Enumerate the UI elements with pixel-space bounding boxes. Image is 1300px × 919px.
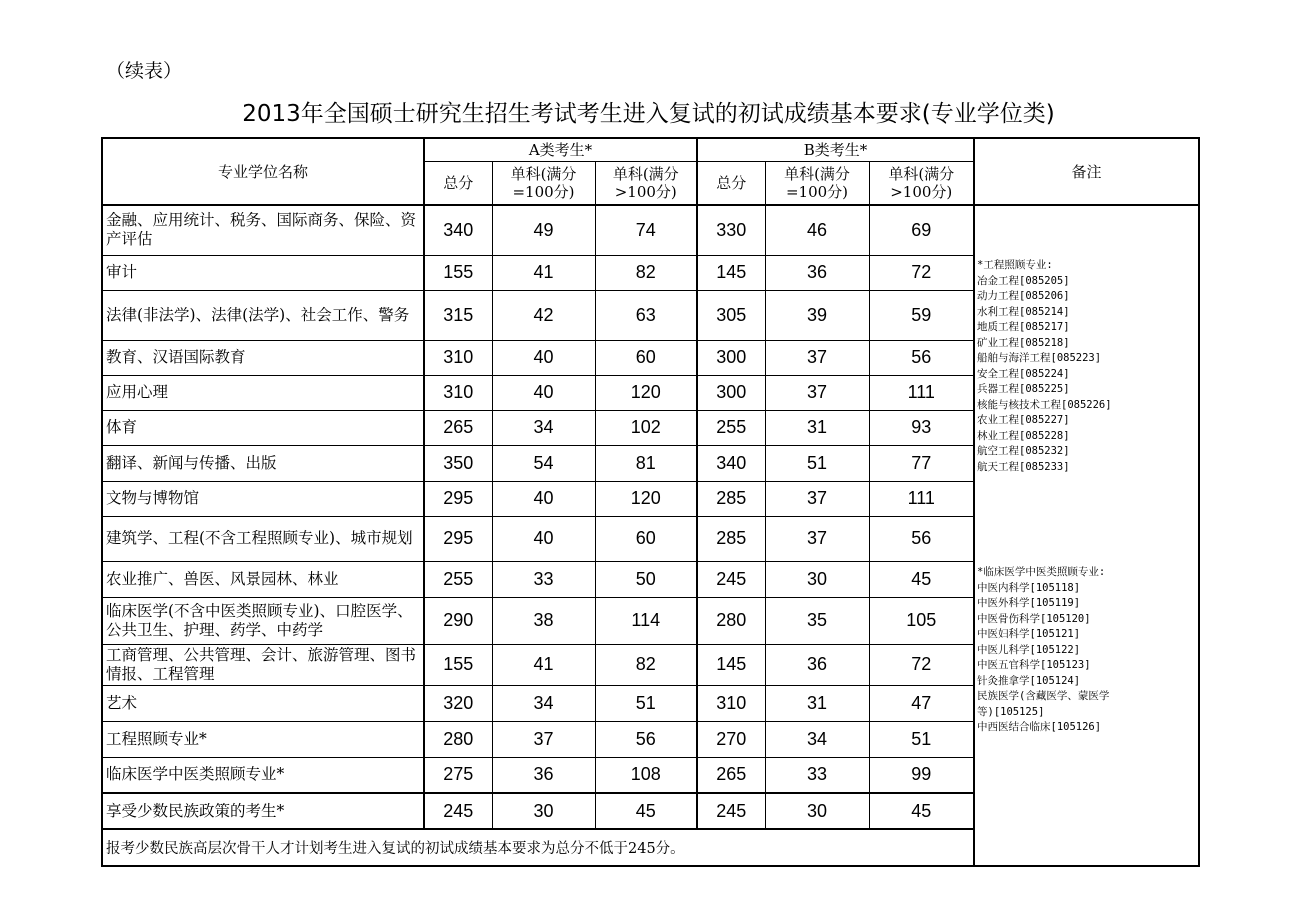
- score-a-single-100: 34: [492, 685, 595, 721]
- tcm-notes-item: 中医内科学[105118]: [977, 581, 1081, 594]
- remarks-cell: [974, 205, 1199, 866]
- score-a-total: 245: [424, 793, 492, 829]
- score-a-total: 280: [424, 721, 492, 757]
- score-a-single-100: 41: [492, 255, 595, 290]
- degree-name-cell: 应用心理: [102, 375, 424, 410]
- degree-name-cell: 金融、应用统计、税务、国际商务、保险、资产评估: [102, 205, 424, 255]
- degree-name-cell: 临床医学(不含中医类照顾专业)、口腔医学、公共卫生、护理、药学、中药学: [102, 597, 424, 644]
- score-b-single-100: 37: [765, 375, 869, 410]
- table-row: [102, 205, 1199, 255]
- score-b-single-over100: 45: [869, 793, 974, 829]
- degree-name-cell: 审计: [102, 255, 424, 290]
- score-b-single-over100: 69: [869, 205, 974, 255]
- score-b-single-over100: 45: [869, 561, 974, 597]
- score-b-total: 270: [697, 721, 765, 757]
- score-a-single-100: 40: [492, 340, 595, 375]
- score-b-single-100: 36: [765, 644, 869, 685]
- engineering-notes-item: 冶金工程[085205]: [977, 274, 1070, 287]
- score-b-single-100: 31: [765, 685, 869, 721]
- engineering-notes-item: 林业工程[085228]: [977, 429, 1070, 442]
- score-a-total: 320: [424, 685, 492, 721]
- score-a-total: 275: [424, 757, 492, 793]
- header-group-b: B类考生*: [697, 138, 974, 161]
- score-b-total: 330: [697, 205, 765, 255]
- score-b-single-100: 30: [765, 793, 869, 829]
- score-a-total: 255: [424, 561, 492, 597]
- score-b-single-100: 39: [765, 290, 869, 340]
- score-a-total: 295: [424, 481, 492, 516]
- score-b-single-over100: 72: [869, 644, 974, 685]
- score-b-total: 245: [697, 793, 765, 829]
- score-a-total: 155: [424, 644, 492, 685]
- score-b-total: 305: [697, 290, 765, 340]
- tcm-notes-item: 中西医结合临床[105126]: [977, 721, 1102, 733]
- degree-name-cell: 享受少数民族政策的考生*: [102, 793, 424, 829]
- score-a-single-over100: 108: [595, 757, 697, 793]
- score-b-single-over100: 99: [869, 757, 974, 793]
- score-a-single-over100: 120: [595, 481, 697, 516]
- score-b-total: 255: [697, 410, 765, 445]
- score-b-single-100: 31: [765, 410, 869, 445]
- score-b-single-over100: 105: [869, 597, 974, 644]
- score-a-single-100: 34: [492, 410, 595, 445]
- degree-name-cell: 艺术: [102, 685, 424, 721]
- tcm-notes-item: 中医外科学[105119]: [977, 597, 1081, 609]
- header-group-a: A类考生*: [424, 138, 697, 161]
- score-b-single-over100: 77: [869, 445, 974, 481]
- score-a-total: 310: [424, 375, 492, 410]
- header-b-single-over100: 单科(满分>100分): [869, 161, 974, 205]
- score-a-single-100: 30: [492, 793, 595, 829]
- engineering-notes-item: 动力工程[085206]: [977, 290, 1070, 302]
- degree-name-cell: 临床医学中医类照顾专业*: [102, 757, 424, 793]
- engineering-notes-item: 水利工程[085214]: [977, 305, 1070, 318]
- score-b-single-over100: 111: [869, 481, 974, 516]
- tcm-notes-item: 等)[105125]: [977, 705, 1045, 718]
- engineering-notes-item: 矿业工程[085218]: [977, 336, 1070, 349]
- score-a-total: 350: [424, 445, 492, 481]
- header-a-total: 总分: [424, 161, 492, 205]
- engineering-notes-item: 兵器工程[085225]: [977, 383, 1070, 395]
- page-title: 2013年全国硕士研究生招生考试考生进入复试的初试成绩基本要求(专业学位类): [242, 101, 1055, 127]
- engineering-notes-item: 地质工程[085217]: [977, 321, 1070, 333]
- score-a-single-over100: 82: [595, 255, 697, 290]
- score-a-single-100: 40: [492, 481, 595, 516]
- score-b-single-over100: 59: [869, 290, 974, 340]
- score-b-single-100: 37: [765, 516, 869, 561]
- header-b-single-100: 单科(满分=100分): [765, 161, 869, 205]
- degree-name-cell: 工程照顾专业*: [102, 721, 424, 757]
- degree-name-cell: 翻译、新闻与传播、出版: [102, 445, 424, 481]
- degree-name-cell: 农业推广、兽医、风景园林、林业: [102, 561, 424, 597]
- score-b-single-100: 46: [765, 205, 869, 255]
- score-b-total: 310: [697, 685, 765, 721]
- score-a-single-over100: 50: [595, 561, 697, 597]
- score-b-single-100: 37: [765, 340, 869, 375]
- degree-name-cell: 建筑学、工程(不含工程照顾专业)、城市规划: [102, 516, 424, 561]
- score-a-total: 315: [424, 290, 492, 340]
- engineering-notes-item: 农业工程[085227]: [977, 414, 1070, 426]
- header-a-single-100: 单科(满分=100分): [492, 161, 595, 205]
- score-a-total: 265: [424, 410, 492, 445]
- score-b-single-over100: 56: [869, 340, 974, 375]
- score-a-single-100: 33: [492, 561, 595, 597]
- score-a-single-100: 37: [492, 721, 595, 757]
- score-a-single-100: 40: [492, 516, 595, 561]
- score-b-single-100: 33: [765, 757, 869, 793]
- engineering-notes-item: 安全工程[085224]: [977, 367, 1070, 380]
- engineering-notes-item: 船舶与海洋工程[085223]: [977, 352, 1102, 364]
- score-a-single-100: 38: [492, 597, 595, 644]
- score-a-single-over100: 82: [595, 644, 697, 685]
- tcm-notes-title: *临床医学中医类照顾专业:: [977, 566, 1106, 578]
- score-b-total: 245: [697, 561, 765, 597]
- engineering-notes-item: 核能与核技术工程[085226]: [977, 398, 1112, 411]
- score-b-single-100: 30: [765, 561, 869, 597]
- tcm-notes-item: 针灸推拿学[105124]: [977, 674, 1081, 687]
- score-b-single-over100: 111: [869, 375, 974, 410]
- engineering-notes-title: *工程照顾专业:: [977, 259, 1053, 271]
- degree-name-cell: 文物与博物馆: [102, 481, 424, 516]
- score-b-total: 280: [697, 597, 765, 644]
- score-b-single-over100: 47: [869, 685, 974, 721]
- header-a-single-over100: 单科(满分>100分): [595, 161, 697, 205]
- continued-label: （续表）: [106, 60, 183, 82]
- degree-name-cell: 工商管理、公共管理、会计、旅游管理、图书情报、工程管理: [102, 644, 424, 685]
- score-b-single-100: 37: [765, 481, 869, 516]
- score-a-single-over100: 102: [595, 410, 697, 445]
- footnote: 报考少数民族高层次骨干人才计划考生进入复试的初试成绩基本要求为总分不低于245分。: [102, 829, 974, 866]
- score-b-single-over100: 72: [869, 255, 974, 290]
- score-a-total: 340: [424, 205, 492, 255]
- tcm-notes-item: 民族医学(含藏医学、蒙医学: [977, 690, 1110, 702]
- score-a-total: 290: [424, 597, 492, 644]
- score-a-single-over100: 60: [595, 516, 697, 561]
- score-a-single-over100: 56: [595, 721, 697, 757]
- score-a-single-100: 40: [492, 375, 595, 410]
- score-a-total: 310: [424, 340, 492, 375]
- score-table: [101, 137, 1200, 867]
- score-b-total: 145: [697, 255, 765, 290]
- degree-name-cell: 体育: [102, 410, 424, 445]
- score-b-single-over100: 93: [869, 410, 974, 445]
- tcm-notes-item: 中医儿科学[105122]: [977, 643, 1081, 656]
- degree-name-cell: 教育、汉语国际教育: [102, 340, 424, 375]
- tcm-notes-item: 中医五官科学[105123]: [977, 659, 1091, 671]
- score-b-total: 300: [697, 340, 765, 375]
- score-a-single-100: 41: [492, 644, 595, 685]
- score-a-total: 295: [424, 516, 492, 561]
- score-a-single-over100: 60: [595, 340, 697, 375]
- score-b-total: 265: [697, 757, 765, 793]
- score-b-single-100: 35: [765, 597, 869, 644]
- score-b-total: 285: [697, 481, 765, 516]
- score-a-single-100: 36: [492, 757, 595, 793]
- score-a-single-100: 49: [492, 205, 595, 255]
- score-b-single-over100: 56: [869, 516, 974, 561]
- engineering-notes-item: 航空工程[085232]: [977, 445, 1070, 457]
- tcm-notes-item: 中医妇科学[105121]: [977, 628, 1081, 640]
- score-a-single-100: 42: [492, 290, 595, 340]
- score-b-single-100: 51: [765, 445, 869, 481]
- score-a-single-over100: 51: [595, 685, 697, 721]
- score-a-single-over100: 114: [595, 597, 697, 644]
- score-a-single-over100: 63: [595, 290, 697, 340]
- score-b-total: 145: [697, 644, 765, 685]
- score-b-single-over100: 51: [869, 721, 974, 757]
- score-b-single-100: 36: [765, 255, 869, 290]
- score-a-single-over100: 45: [595, 793, 697, 829]
- score-a-single-100: 54: [492, 445, 595, 481]
- score-b-single-100: 34: [765, 721, 869, 757]
- score-a-single-over100: 81: [595, 445, 697, 481]
- engineering-notes: [977, 258, 1112, 475]
- header-b-total: 总分: [697, 161, 765, 205]
- tcm-notes-item: 中医骨伤科学[105120]: [977, 612, 1091, 625]
- score-a-single-over100: 120: [595, 375, 697, 410]
- tcm-notes: [977, 565, 1109, 736]
- engineering-notes-item: 航天工程[085233]: [977, 460, 1070, 473]
- score-a-single-over100: 74: [595, 205, 697, 255]
- header-degree-name: 专业学位名称: [102, 138, 424, 205]
- header-remarks: 备注: [974, 138, 1199, 205]
- score-b-total: 340: [697, 445, 765, 481]
- header-row-1: [102, 138, 1199, 161]
- score-b-total: 285: [697, 516, 765, 561]
- score-b-total: 300: [697, 375, 765, 410]
- degree-name-cell: 法律(非法学)、法律(法学)、社会工作、警务: [102, 290, 424, 340]
- score-a-total: 155: [424, 255, 492, 290]
